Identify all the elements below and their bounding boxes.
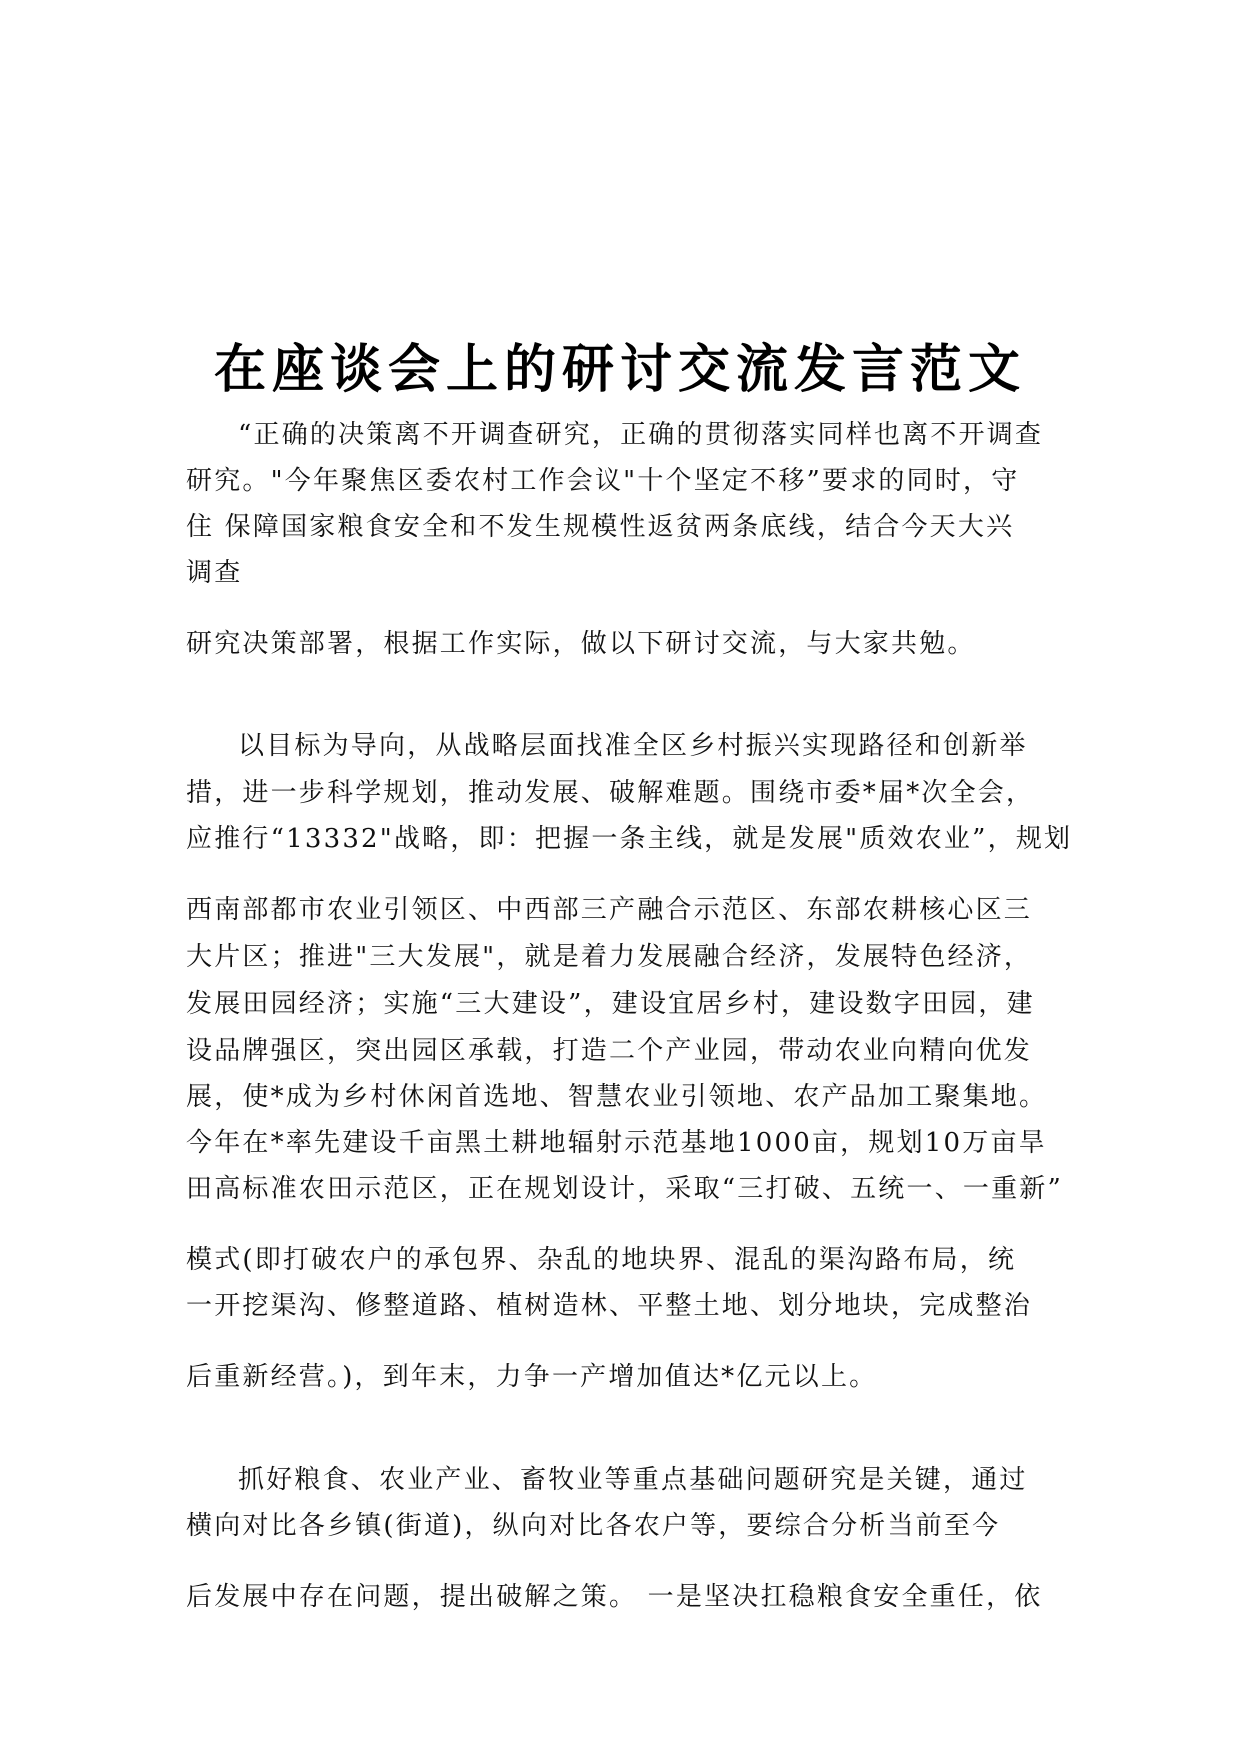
paragraph-line: “正确的决策离不开调查研究，正确的贯彻落实同样也离不开调查: [238, 420, 1044, 450]
paragraph-line: 设品牌强区，突出园区承载，打造二个产业园，带动农业向精向优发: [186, 1036, 1033, 1066]
paragraph-line: 西南部都市农业引领区、中西部三产融合示范区、东部农耕核心区三: [186, 895, 1033, 925]
paragraph-line: 调查: [186, 558, 243, 588]
paragraph-line: 措，进一步科学规划，推动发展、破解难题。围绕市委*届*次全会，: [186, 778, 1035, 808]
paragraph-line: 抓好粮食、农业产业、畜牧业等重点基础问题研究是关键，通过: [238, 1465, 1028, 1495]
paragraph-line: 横向对比各乡镇(街道)，纵向对比各农户等，要综合分析当前至今: [186, 1511, 1001, 1541]
paragraph-line: 应推行“13332"战略，即：把握一条主线，就是发展"质效农业”，规划: [186, 824, 1073, 854]
paragraph-line: 研究决策部署，根据工作实际，做以下研讨交流，与大家共勉。: [186, 629, 976, 659]
paragraph-line: 一开挖渠沟、修整道路、植树造林、平整土地、划分地块，完成整治: [186, 1291, 1033, 1321]
paragraph-line: 模式(即打破农户的承包界、杂乱的地块界、混乱的渠沟路布局，统: [186, 1245, 1017, 1275]
paragraph-line: 后发展中存在问题，提出破解之策。 一是坚决扛稳粮食安全重任，依: [186, 1582, 1043, 1612]
document-title: 在座谈会上的研讨交流发言范文: [213, 339, 1026, 400]
paragraph-line: 住 保障国家粮食安全和不发生规模性返贫两条底线，结合今天大兴: [186, 512, 1015, 542]
paragraph-line: 以目标为导向，从战略层面找准全区乡村振兴实现路径和创新举: [238, 731, 1028, 761]
paragraph-line: 田高标准农田示范区，正在规划设计，采取“三打破、五统一、一重新”: [186, 1174, 1063, 1204]
paragraph-line: 大片区；推进"三大发展"，就是着力发展融合经济，发展特色经济，: [186, 942, 1033, 972]
paragraph-line: 展，使*成为乡村休闲首选地、智慧农业引领地、农产品加工聚集地。: [186, 1082, 1048, 1112]
paragraph-line: 今年在*率先建设千亩黑土耕地辐射示范基地1000亩，规划10万亩旱: [186, 1128, 1047, 1158]
paragraph-line: 后重新经营。)，到年末，力争一产增加值达*亿元以上。: [186, 1362, 878, 1392]
paragraph-line: 研究。"今年聚焦区委农村工作会议"十个坚定不移”要求的同时，守: [186, 466, 1020, 496]
paragraph-line: 发展田园经济；实施“三大建设”，建设宜居乡村，建设数字田园，建: [186, 989, 1035, 1019]
